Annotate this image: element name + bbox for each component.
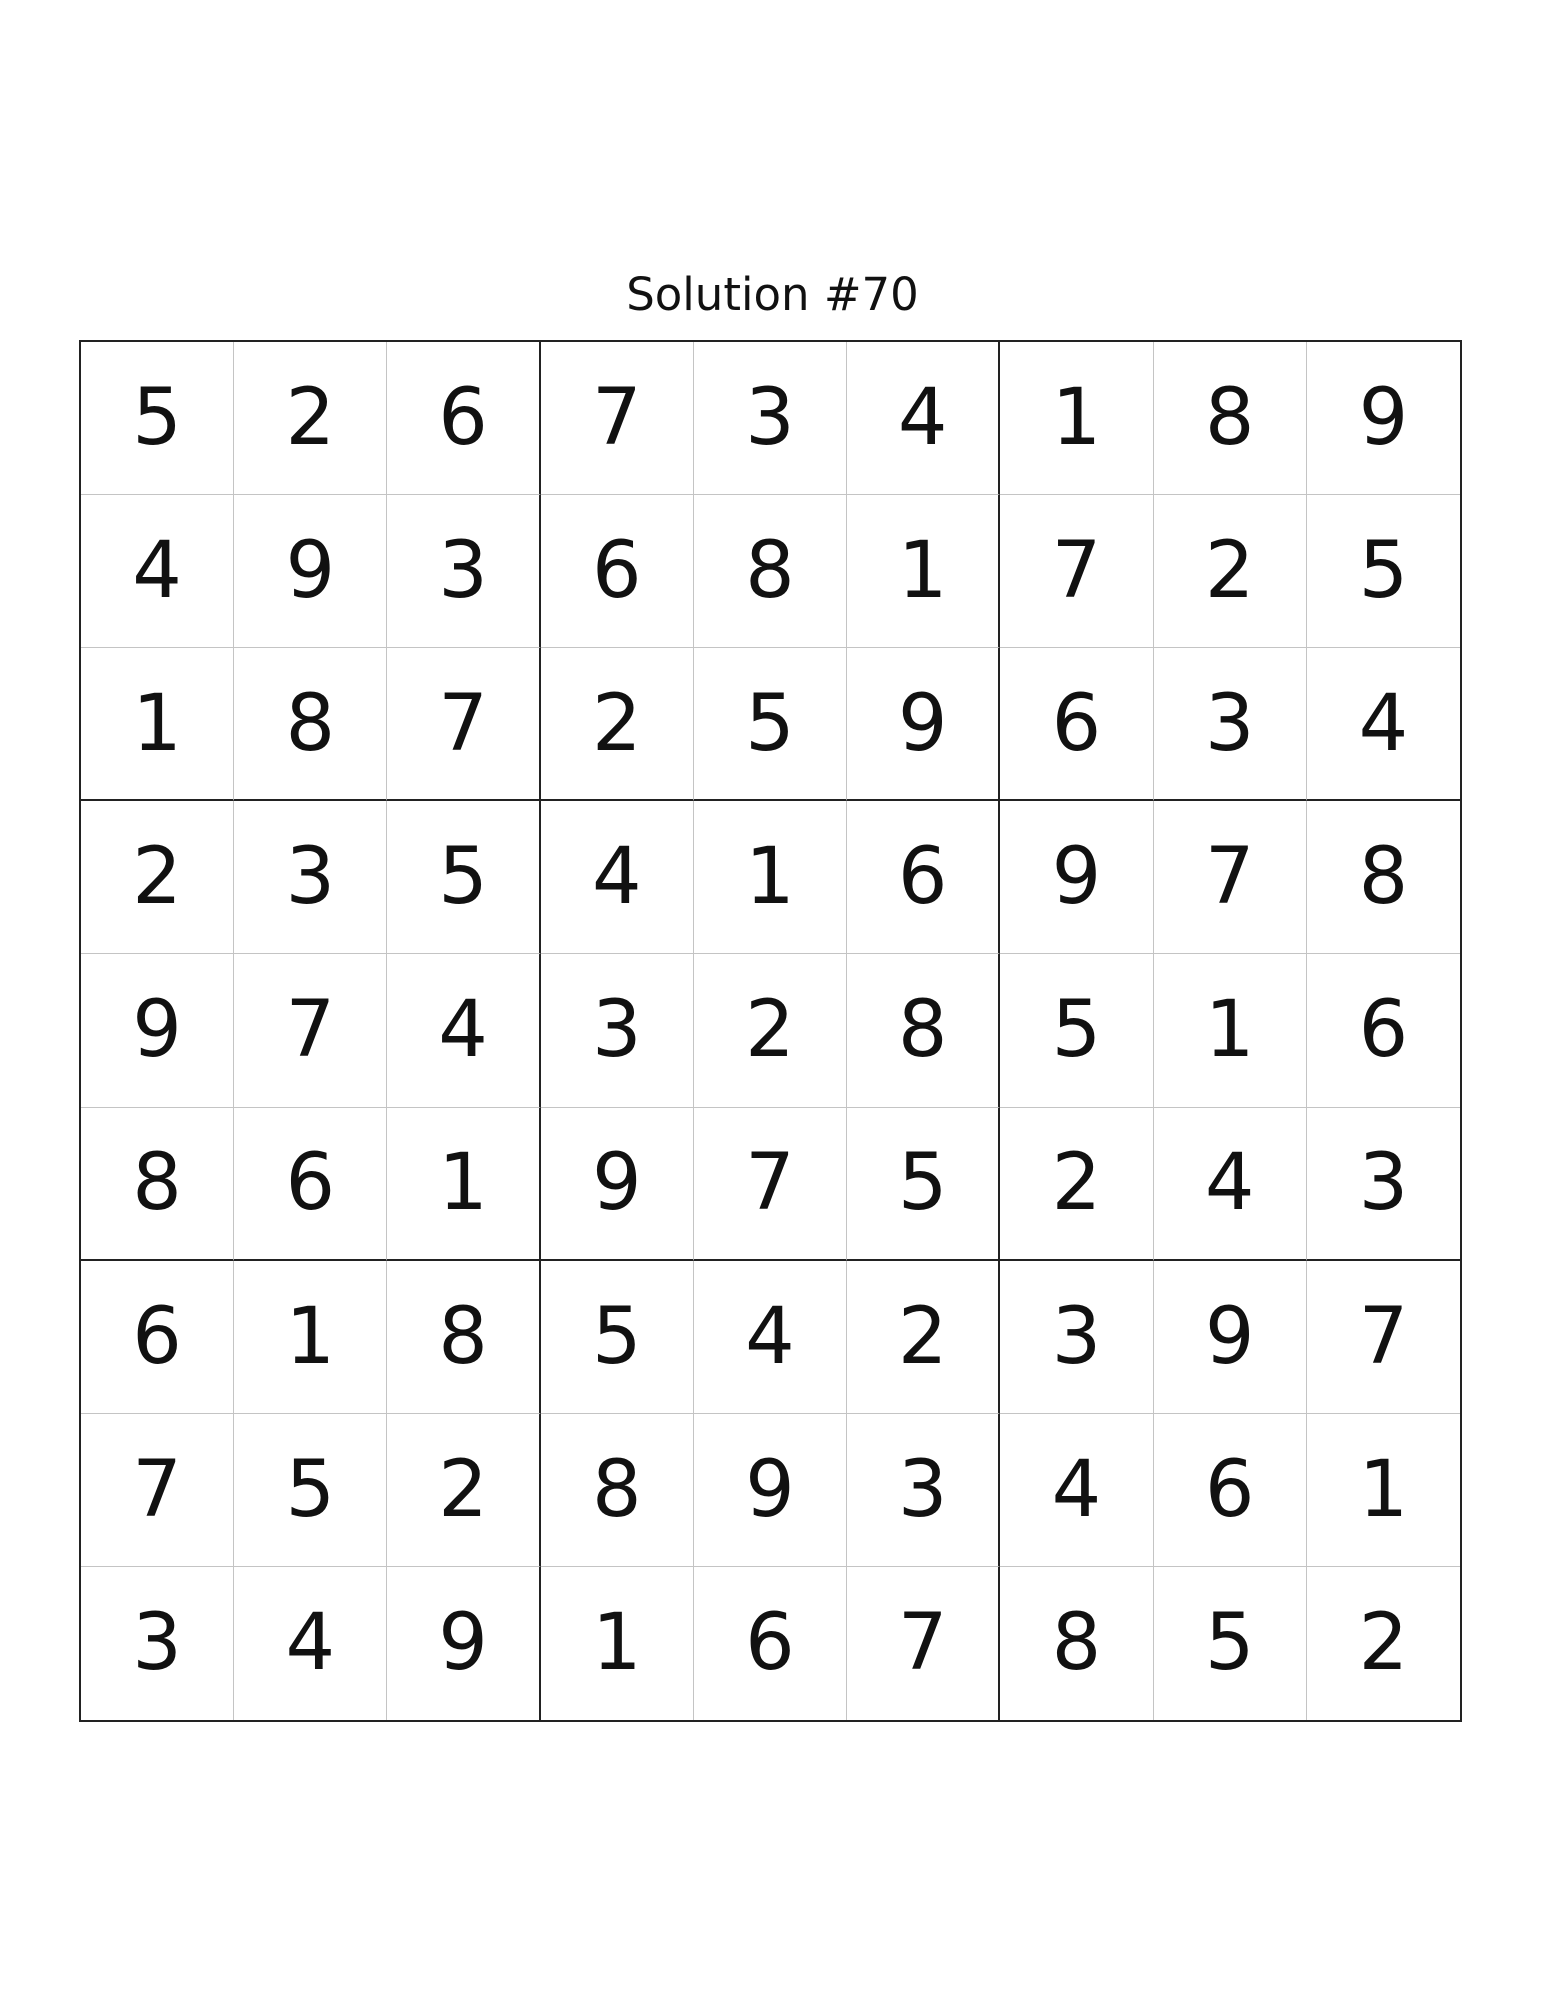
grid-cell: 5 [694, 648, 847, 801]
grid-cell: 4 [1000, 1414, 1153, 1567]
grid-cell: 2 [1154, 495, 1307, 648]
grid-cell: 2 [694, 954, 847, 1107]
grid-cell: 7 [694, 1108, 847, 1261]
grid-cell: 5 [234, 1414, 387, 1567]
grid-cell: 4 [694, 1261, 847, 1414]
grid-cell: 6 [694, 1567, 847, 1720]
grid-cell: 4 [1307, 648, 1460, 801]
grid-cell: 9 [81, 954, 234, 1107]
grid-cell: 9 [1307, 342, 1460, 495]
grid-cell: 1 [1154, 954, 1307, 1107]
grid-cell: 8 [541, 1414, 694, 1567]
grid-cell: 4 [81, 495, 234, 648]
grid-cell: 4 [234, 1567, 387, 1720]
grid-cell: 8 [1307, 801, 1460, 954]
grid-cell: 6 [387, 342, 540, 495]
grid-cell: 9 [847, 648, 1000, 801]
grid-cell: 4 [847, 342, 1000, 495]
grid-cell: 8 [81, 1108, 234, 1261]
grid-cell: 9 [234, 495, 387, 648]
grid-cell: 3 [694, 342, 847, 495]
grid-cell: 5 [387, 801, 540, 954]
grid-cell: 9 [541, 1108, 694, 1261]
grid-cell: 8 [1154, 342, 1307, 495]
grid-cell: 3 [1000, 1261, 1153, 1414]
grid-cell: 4 [1154, 1108, 1307, 1261]
grid-cell: 3 [1307, 1108, 1460, 1261]
grid-cell: 2 [234, 342, 387, 495]
grid-cell: 3 [541, 954, 694, 1107]
grid-cell: 7 [847, 1567, 1000, 1720]
grid-cell: 2 [541, 648, 694, 801]
grid-cell: 1 [1000, 342, 1153, 495]
grid-cell: 2 [1000, 1108, 1153, 1261]
grid-cell: 1 [847, 495, 1000, 648]
grid-cell: 1 [694, 801, 847, 954]
grid-cell: 7 [1154, 801, 1307, 954]
grid-cell: 8 [234, 648, 387, 801]
grid-cell: 4 [541, 801, 694, 954]
grid-cell: 1 [234, 1261, 387, 1414]
grid-cell: 5 [81, 342, 234, 495]
grid-cell: 9 [1154, 1261, 1307, 1414]
grid-cell: 2 [81, 801, 234, 954]
grid-cell: 9 [1000, 801, 1153, 954]
grid-cell: 6 [541, 495, 694, 648]
grid-cell: 2 [387, 1414, 540, 1567]
grid-cell: 6 [1000, 648, 1153, 801]
grid-cell: 3 [234, 801, 387, 954]
grid-cell: 9 [694, 1414, 847, 1567]
grid-cell: 7 [387, 648, 540, 801]
grid-cell: 6 [234, 1108, 387, 1261]
grid-cell: 6 [1154, 1414, 1307, 1567]
grid-cell: 6 [847, 801, 1000, 954]
page-title: Solution #70 [626, 268, 919, 321]
grid-cell: 5 [1000, 954, 1153, 1107]
grid-cell: 1 [541, 1567, 694, 1720]
grid-cell: 6 [1307, 954, 1460, 1107]
grid-cell: 7 [1307, 1261, 1460, 1414]
grid-cell: 3 [81, 1567, 234, 1720]
grid-cell: 7 [234, 954, 387, 1107]
grid-cell: 6 [81, 1261, 234, 1414]
grid-cell: 7 [541, 342, 694, 495]
sudoku-grid [79, 340, 1462, 1722]
grid-cell: 8 [1000, 1567, 1153, 1720]
grid-cell: 9 [387, 1567, 540, 1720]
grid-cell: 5 [847, 1108, 1000, 1261]
grid-cell: 2 [847, 1261, 1000, 1414]
grid-cell: 5 [541, 1261, 694, 1414]
grid-cell: 3 [387, 495, 540, 648]
grid-cell: 3 [847, 1414, 1000, 1567]
grid-cell: 7 [81, 1414, 234, 1567]
grid-cell: 5 [1154, 1567, 1307, 1720]
grid-cell: 8 [387, 1261, 540, 1414]
grid-cell: 1 [1307, 1414, 1460, 1567]
grid-cell: 8 [694, 495, 847, 648]
grid-cell: 4 [387, 954, 540, 1107]
grid-cell: 2 [1358, 1598, 1409, 1689]
grid-cell: 3 [1154, 648, 1307, 801]
grid-cell: 5 [1307, 495, 1460, 648]
grid-cell: 7 [1000, 495, 1153, 648]
grid-cell: 1 [81, 648, 234, 801]
grid-cell: 1 [387, 1108, 540, 1261]
grid-cell: 8 [847, 954, 1000, 1107]
